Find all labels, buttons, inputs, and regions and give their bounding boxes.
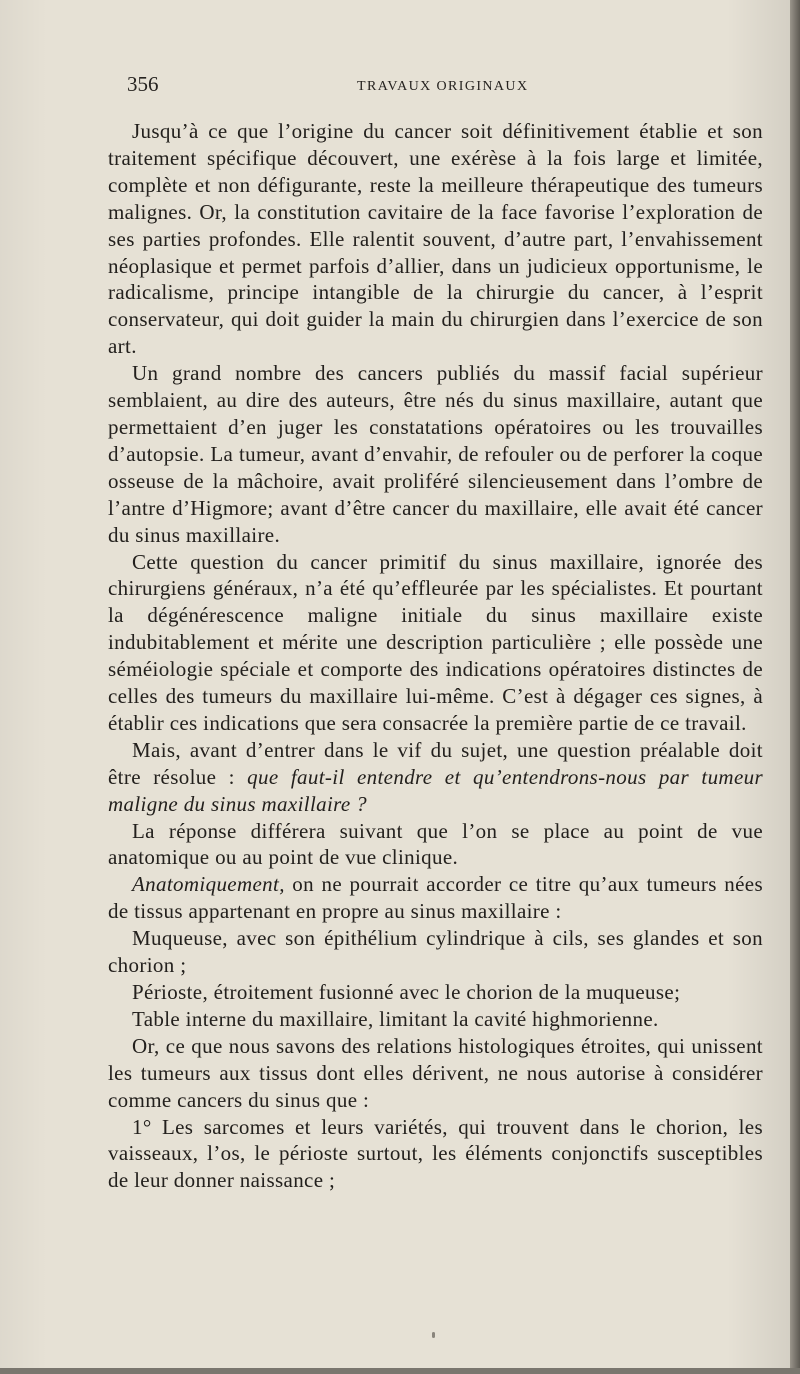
paragraph-6-text: on ne pourrait accorder ce titre qu’aux tumeurs nées de tissus appartenant en propre au sinus maxillaire : bbox=[108, 872, 763, 924]
paragraph-3-text: Cette question du cancer primitif du sinus maxillaire, ignorée des chirurgiens généraux, n’a été qu’effleurée par les spécialistes. Et pourtant la dégénérescence maligne initiale du sinus maxillaire existe indubitablement et mérite une description particulière ; elle possède une séméiologie spéciale et comporte des indications opératoires distinctes de celles des tumeurs du maxillaire lui-même. C’est à dégager ces signes, à établir ces indications que sera consacrée la première partie de ce travail. bbox=[108, 549, 763, 735]
page-number: 356 bbox=[127, 72, 159, 96]
body-text bbox=[108, 118, 763, 1194]
page-bottom-edge bbox=[0, 1368, 800, 1374]
paragraph-8 bbox=[108, 979, 763, 1006]
paragraph-10 bbox=[108, 1033, 763, 1114]
paragraph-3 bbox=[108, 549, 763, 737]
paragraph-1-text: Jusqu’à ce que l’origine du cancer soit définitivement établie et son traitement spécifique découvert, une exérèse à la fois large et limitée, complète et non défigurante, reste la meilleure thérapeutique des tumeurs malignes. Or, la constitution cavitaire de la face favorise l’exploration de ses parties profondes. Elle ralentit souvent, d’autre part, l’envahissement néoplasique et permet parfois d’allier, dans un judicieux opportunisme, le radicalisme, principe intangible de la chirurgie du cancer, à l’esprit conservateur, qui doit guider la main du chirurgien dans l’exercice de son art. bbox=[108, 119, 763, 359]
page-edge-shadow bbox=[790, 0, 800, 1374]
paragraph-10-text: Or, ce que nous savons des relations histologiques étroites, qui unissent les tumeurs aux tissus dont elles dérivent, ne nous autorise à considérer comme cancers du sinus que : bbox=[108, 1033, 763, 1112]
paragraph-7-text: Muqueuse, avec son épithélium cylindrique à cils, ses glandes et son chorion ; bbox=[108, 926, 763, 978]
paragraph-11 bbox=[108, 1114, 763, 1195]
paragraph-6 bbox=[108, 871, 763, 925]
paragraph-7 bbox=[108, 925, 763, 979]
paragraph-8-text: Périoste, étroitement fusionné avec le chorion de la muqueuse; bbox=[132, 980, 681, 1004]
paragraph-4 bbox=[108, 737, 763, 818]
paragraph-9 bbox=[108, 1006, 763, 1033]
paragraph-9-text: Table interne du maxillaire, limitant la cavité highmorienne. bbox=[132, 1006, 659, 1031]
paragraph-11-text: 1° Les sarcomes et leurs variétés, qui trouvent dans le chorion, les vaisseaux, l’os, le périoste surtout, les éléments conjonctifs susceptibles de leur donner naissance ; bbox=[108, 1114, 763, 1193]
paragraph-5-text: La réponse différera suivant que l’on se place au point de vue anatomique ou au point de vue clinique. bbox=[108, 818, 763, 870]
paragraph-4-text: Mais, avant d’entrer dans le vif du sujet, une question préalable doit être résolue : bbox=[108, 737, 763, 789]
paragraph-4-italic-question: que faut-il entendre et qu’entendrons-nous par tumeur maligne du sinus maxillaire ? bbox=[108, 764, 763, 816]
paragraph-1 bbox=[108, 118, 763, 360]
paragraph-2-text: Un grand nombre des cancers publiés du massif facial supérieur semblaient, au dire des auteurs, être nés du sinus maxillaire, autant que permettaient d’en juger les constatations opératoires ou les trouvailles d’autopsie. La tumeur, avant d’envahir, de refouler ou de perforer la coque osseuse de la mâchoire, avait proliféré silencieusement dans l’ombre de l’antre d’Higmore; avant d’être cancer du maxillaire, elle avait été cancer du sinus maxillaire. bbox=[108, 361, 763, 547]
paragraph-2 bbox=[108, 360, 763, 548]
page-header bbox=[127, 72, 753, 106]
paragraph-6-italic-lead: Anatomiquement, bbox=[132, 872, 285, 897]
running-title: TRAVAUX ORIGINAUX bbox=[357, 79, 529, 94]
paragraph-5 bbox=[108, 818, 763, 872]
paper-speck bbox=[432, 1332, 435, 1338]
